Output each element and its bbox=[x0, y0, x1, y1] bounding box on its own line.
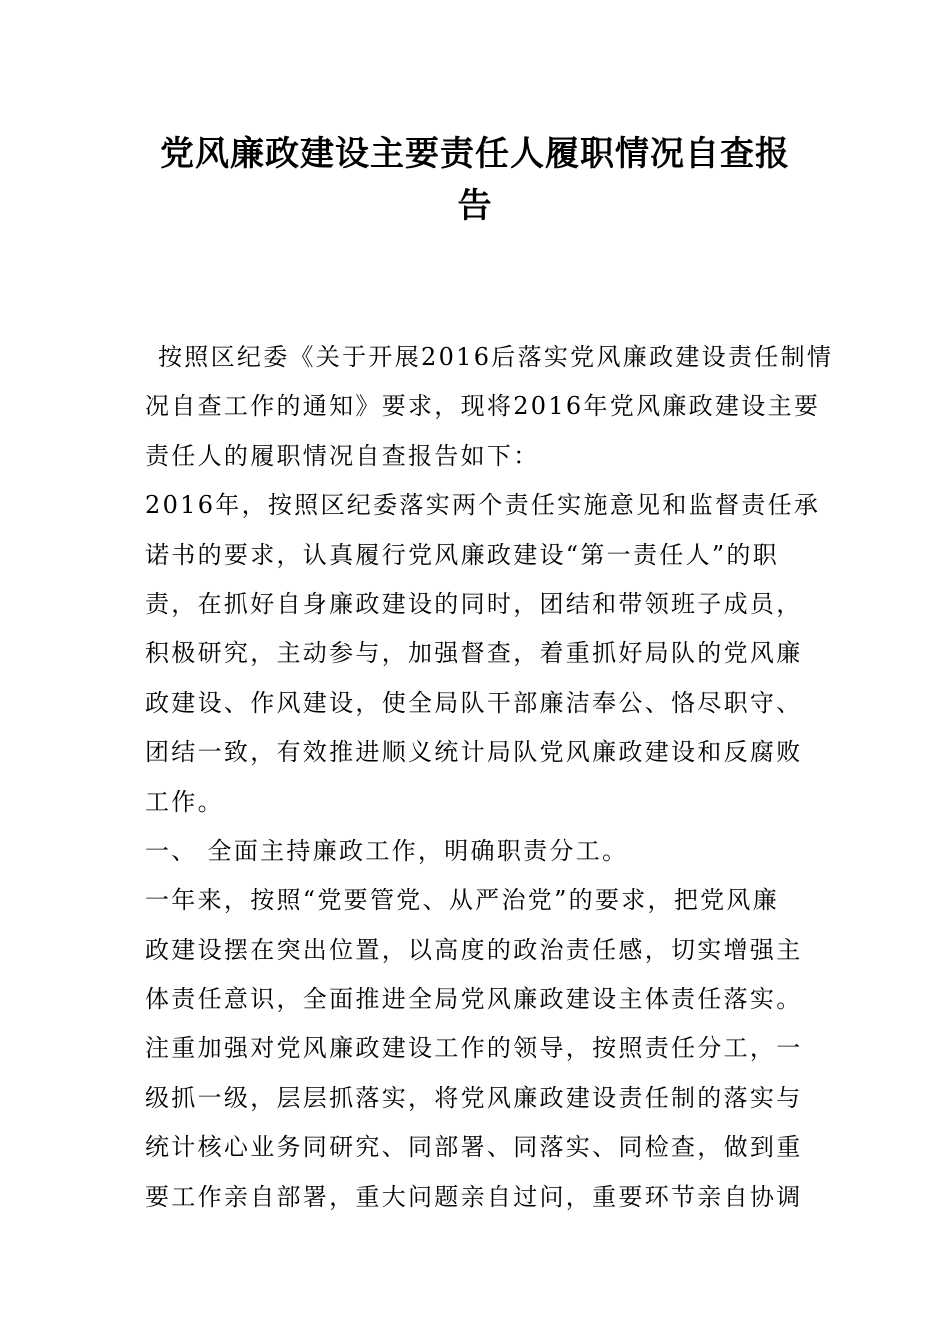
document-body bbox=[145, 333, 834, 1222]
body-line: 积极研究，主动参与，加强督查，着重抓好局队的党风廉 bbox=[145, 639, 803, 668]
title-line-2: 告 bbox=[457, 186, 493, 226]
body-line: 工作。 bbox=[145, 787, 224, 816]
section-heading: 一、 全面主持廉政工作，明确职责分工。 bbox=[145, 836, 629, 865]
body-line: 统计核心业务同研究、同部署、同落实、同检查，做到重 bbox=[145, 1133, 803, 1162]
body-line: 责，在抓好自身廉政建设的同时，团结和带领班子成员， bbox=[145, 589, 803, 618]
body-line: 要工作亲自部署，重大问题亲自过问，重要环节亲自协调 bbox=[145, 1182, 803, 1211]
body-line: 政建设、作风建设，使全局队干部廉洁奉公、恪尽职守、 bbox=[145, 688, 803, 717]
body-line: 一年来，按照“党要管党、从严治党”的要求，把党风廉 bbox=[145, 886, 780, 915]
body-line: 体责任意识，全面推进全局党风廉政建设主体责任落实。 bbox=[145, 985, 803, 1014]
body-line: 责任人的履职情况自查报告如下： bbox=[145, 441, 540, 470]
body-line: 级抓一级，层层抓落实，将党风廉政建设责任制的落实与 bbox=[145, 1083, 803, 1112]
body-line: 况自查工作的通知》要求，现将2016年党风廉政建设主要 bbox=[145, 392, 821, 421]
body-line: 诺书的要求，认真履行党风廉政建设“第一责任人”的职 bbox=[145, 540, 780, 569]
document-title bbox=[140, 128, 810, 232]
body-line: 按照区纪委《关于开展2016后落实党风廉政建设责任制情 bbox=[158, 343, 834, 371]
body-line: 注重加强对党风廉政建设工作的领导，按照责任分工，一 bbox=[145, 1034, 803, 1063]
body-line: 团结一致，有效推进顺义统计局队党风廉政建设和反腐败 bbox=[145, 738, 803, 767]
body-line: 政建设摆在突出位置，以高度的政治责任感，切实增强主 bbox=[145, 935, 803, 964]
title-line-1: 党风廉政建设主要责任人履职情况自查报 bbox=[160, 134, 790, 174]
body-line: 2016年，按照区纪委落实两个责任实施意见和监督责任承 bbox=[145, 491, 821, 520]
